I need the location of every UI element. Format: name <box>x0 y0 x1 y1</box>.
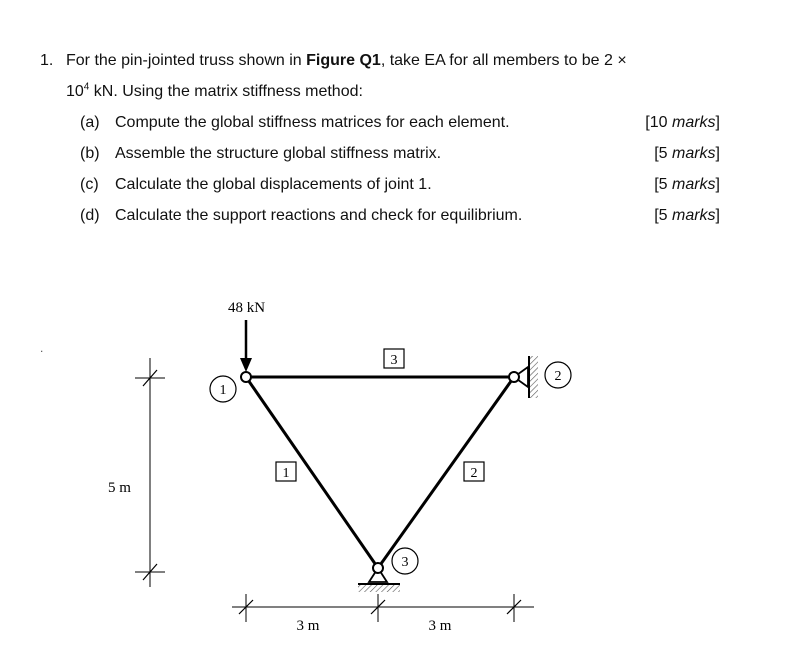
marks-close: ] <box>715 114 720 131</box>
marks-close: ] <box>715 176 720 193</box>
question-line2-sup: 4 <box>83 81 90 93</box>
height-dimension-label: 5 m <box>108 480 131 496</box>
member-label-3 <box>384 349 404 368</box>
load-label: 48 kN <box>228 300 266 316</box>
marks-word: marks <box>671 114 716 131</box>
member-1 <box>246 377 378 568</box>
question-number: 1. <box>40 52 54 69</box>
joint-label-2 <box>545 362 571 388</box>
figure-reference: Figure Q1 <box>306 52 381 69</box>
svg-text:3: 3 <box>401 555 409 570</box>
question-line2-post: kN. Using the matrix stiffness method: <box>89 83 363 100</box>
marks-close: ] <box>715 145 720 162</box>
part-label: (a) <box>80 114 100 131</box>
joint-label-1 <box>210 376 236 402</box>
joint-2-support <box>509 356 538 398</box>
svg-text:2: 2 <box>470 466 478 481</box>
member-2 <box>378 377 514 568</box>
part-label: (d) <box>80 207 100 224</box>
part-label: (b) <box>80 145 100 162</box>
member-label-2 <box>464 462 484 481</box>
marks-close: ] <box>715 207 720 224</box>
marks-number: [10 <box>645 114 672 131</box>
load-arrow <box>240 320 252 372</box>
part-text: Calculate the global displacements of joint 1. <box>115 176 432 193</box>
marks-number: [5 <box>654 176 672 193</box>
marks-number: [5 <box>654 207 672 224</box>
part-text: Calculate the support reactions and check for equilibrium. <box>115 207 523 224</box>
svg-text:2: 2 <box>554 369 562 384</box>
marks-word: marks <box>671 145 716 162</box>
width-dimension-left-label: 3 m <box>296 618 320 634</box>
marks-word: marks <box>671 176 716 193</box>
marks-number: [5 <box>654 145 672 162</box>
svg-text:3: 3 <box>390 353 398 368</box>
joint-1-pin <box>241 372 251 382</box>
part-text: Compute the global stiffness matrices for each element. <box>115 114 510 131</box>
question-line2-pre: 10 <box>66 83 84 100</box>
joint-label-3 <box>392 548 418 574</box>
width-dimension-right-label: 3 m <box>428 618 452 634</box>
svg-text:1: 1 <box>282 466 290 481</box>
part-label: (c) <box>80 176 99 193</box>
stray-mark: . <box>40 341 44 355</box>
height-dimension <box>135 358 165 587</box>
part-text: Assemble the structure global stiffness matrix. <box>115 145 442 162</box>
question-text-pre: For the pin-jointed truss shown in <box>66 52 307 69</box>
question-text-mid: , take EA for all members to be 2 × <box>380 52 627 69</box>
svg-text:1: 1 <box>219 383 227 398</box>
width-dimension <box>232 594 534 622</box>
marks-word: marks <box>671 207 716 224</box>
member-label-1 <box>276 462 296 481</box>
